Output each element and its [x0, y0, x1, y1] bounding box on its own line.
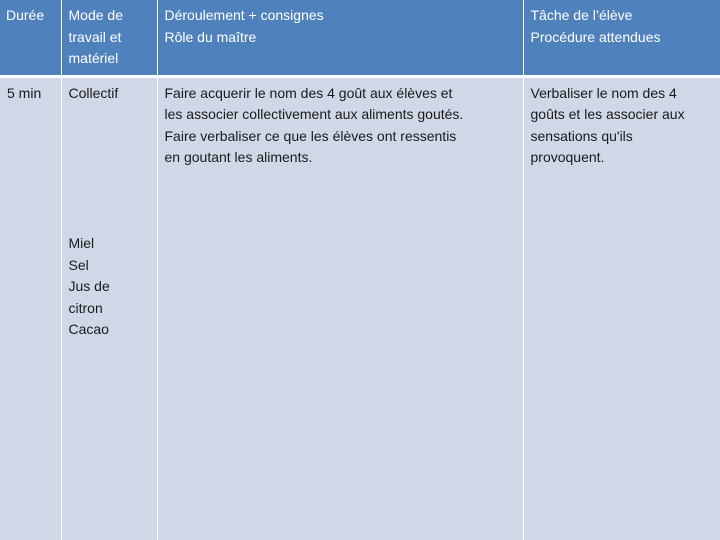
- material-item: Cacao: [68, 321, 109, 337]
- header-deroulement: [157, 0, 523, 76]
- table-body: [0, 76, 720, 540]
- materials-list: [69, 233, 152, 341]
- duration-value: 5 min: [7, 84, 42, 101]
- header-mode-line: matériel: [68, 50, 119, 66]
- cell-deroulement: [157, 76, 523, 540]
- table-header: [0, 0, 720, 76]
- header-deroulement-line: Rôle du maître: [164, 28, 257, 45]
- deroulement-line: Faire acquerir le nom des 4 goût aux élèves et: [164, 84, 453, 101]
- table-row: [0, 76, 720, 540]
- material-item: citron: [68, 299, 103, 316]
- header-tache: [523, 0, 720, 76]
- material-item: Miel: [68, 235, 95, 251]
- header-mode-line: travail et: [68, 28, 122, 45]
- mode-value: Collectif: [68, 84, 119, 101]
- header-mode: [61, 0, 157, 76]
- header-tache-line: Tâche de l’élève: [530, 7, 633, 23]
- deroulement-line: les associer collectivement aux aliments goutés.: [164, 106, 464, 122]
- cell-mode: [61, 76, 157, 540]
- tache-line: goûts et les associer aux: [530, 106, 685, 122]
- header-mode-line: Mode de: [68, 7, 123, 23]
- tache-line: Verbaliser le nom des 4: [530, 84, 677, 101]
- cell-duration: [0, 76, 61, 540]
- header-duration: [0, 0, 61, 76]
- header-tache-line: Procédure attendues: [530, 28, 661, 45]
- deroulement-line: en goutant les aliments.: [164, 149, 313, 165]
- header-deroulement-line: Déroulement + consignes: [164, 7, 324, 23]
- tache-line: provoquent.: [530, 149, 605, 165]
- deroulement-line: Faire verbaliser ce que les élèves ont ressentis: [164, 127, 457, 144]
- cell-tache: [523, 76, 720, 540]
- header-row: [0, 0, 720, 76]
- header-duration-label: Durée: [6, 7, 45, 23]
- material-item: Jus de: [68, 278, 110, 294]
- tache-line: sensations qu'ils: [530, 127, 633, 144]
- material-item: Sel: [68, 256, 89, 273]
